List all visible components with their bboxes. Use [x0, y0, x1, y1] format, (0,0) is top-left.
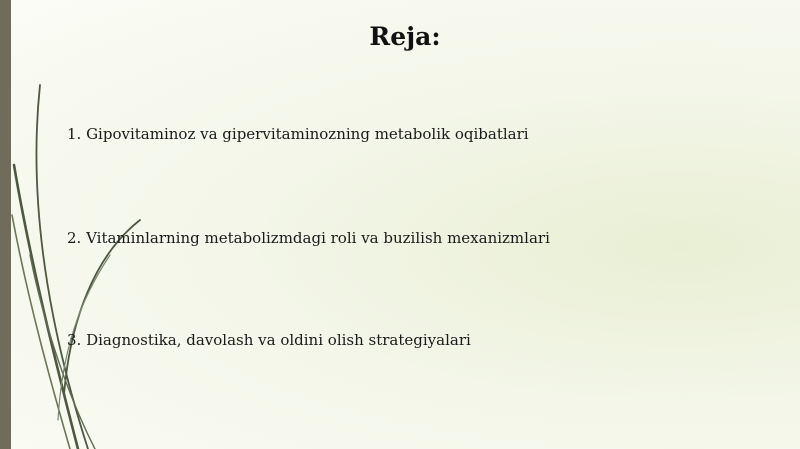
plan-item-2: 2. Vitaminlarning metabolizmdagi roli va buzilish mexanizmlari	[67, 229, 550, 247]
grass-decoration	[0, 0, 160, 449]
plan-item-1: 1. Gipovitaminoz va gipervitaminozning metabolik oqibatlari	[67, 125, 529, 143]
slide-title: Reja:	[369, 22, 441, 51]
plan-item-3: 3. Diagnostika, davolash va oldini olish strategiyalari	[67, 331, 471, 349]
